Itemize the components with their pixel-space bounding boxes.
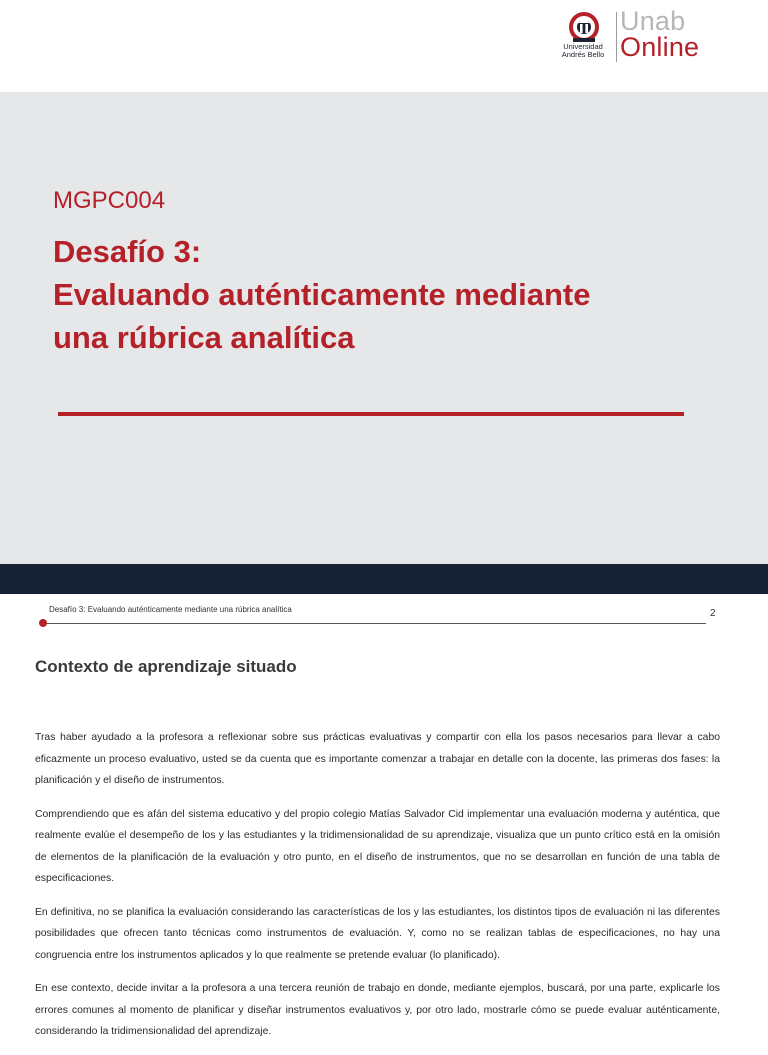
content-page: [0, 594, 768, 1037]
paragraph: En definitiva, no se planifica la evaluación considerando las características de los y las estudiantes, los distintos tipos de evaluación ni las diferentes posibilidades que ofrecen tanto técnicas como instrumentos de evaluación. Y, como no se realizan tablas de especificaciones, no hay una congruencia entre los instrumentos aplicados y lo que realmente se pretende evaluar (lo planificado).: [35, 906, 720, 961]
university-name-line2: Andrés Bello: [561, 50, 605, 59]
navy-footer-band: [0, 564, 768, 594]
unab-online-logo: [554, 6, 714, 70]
logo-divider: [616, 12, 617, 62]
university-crest-icon: [567, 12, 601, 44]
university-name: [554, 43, 612, 59]
body-text: [35, 727, 720, 1055]
running-head: Desafío 3: Evaluando auténticamente mediante una rúbrica analítica: [49, 605, 292, 614]
page-header: [0, 0, 768, 92]
cover-title: [53, 230, 693, 359]
paragraph: En ese contexto, decide invitar a la profesora a una tercera reunión de trabajo en donde, mediante ejemplos, buscará, por una parte, explicarle los errores comunes al momento de planificar y diseñar instrumentos evaluativos y, por otro lado, mostrarle cómo se puede evaluar auténticamente, considerando la tridimensionalidad del aprendizaje.: [35, 983, 720, 1037]
title-line-2: Evaluando auténticamente mediante: [53, 277, 591, 312]
title-line-1: Desafío 3:: [53, 234, 202, 269]
page-number: 2: [710, 608, 716, 619]
title-line-3: una rúbrica analítica: [53, 320, 355, 355]
university-name-line1: Universidad: [563, 42, 603, 51]
paragraph: Comprendiendo que es afán del sistema educativo y del propio colegio Matías Salvador Cid implementar una evaluación moderna y auténtica, que realmente evalúe el desempeño de los y las estudiantes y la tridimensionalidad de su aprendizaje, visualiza que un punto crítico está en la omisión de elementos de la planificación de la evaluación y otro punto, en el diseño de instrumentos, que no se desarrollan en función de una tabla de especificaciones.: [35, 808, 720, 884]
header-rule-dot: [39, 619, 47, 627]
cover-section: [0, 92, 768, 564]
section-title: Contexto de aprendizaje situado: [35, 657, 297, 676]
course-code: MGPC004: [53, 187, 166, 214]
header-rule: [44, 623, 706, 624]
paragraph: Tras haber ayudado a la profesora a reflexionar sobre sus prácticas evaluativas y compartir con ella los pasos necesarios para llevar a cabo eficazmente un proceso evaluativo, usted se da cuenta que es importante comenzar a trabajar en detalle con la docente, las primeras dos fases: la planificación y el diseño de instrumentos.: [35, 732, 720, 786]
brand-online: Online: [620, 32, 700, 62]
brand-unab: Unab: [620, 6, 686, 36]
title-underline: [58, 412, 684, 416]
